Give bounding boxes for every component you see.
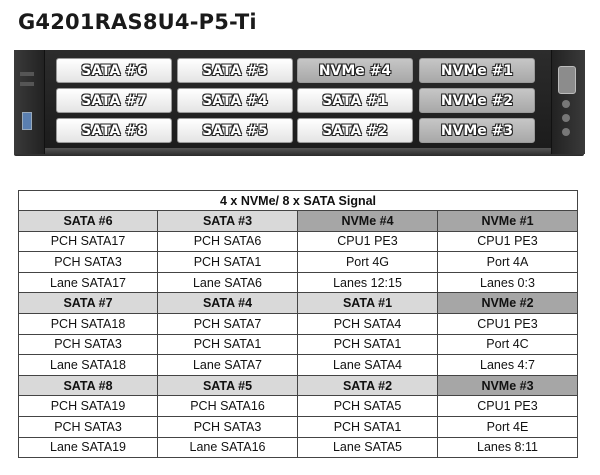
- table-cell: PCH SATA5: [298, 396, 438, 417]
- table-cell: Lanes 8:11: [438, 437, 578, 458]
- table-cell: Lanes 0:3: [438, 272, 578, 293]
- drive-bay-label: SATA #5: [202, 122, 268, 139]
- table-row: [19, 437, 578, 458]
- table-cell: PCH SATA17: [19, 231, 158, 252]
- drive-bay-label: NVMe #2: [440, 92, 514, 109]
- table-cell: PCH SATA19: [19, 396, 158, 417]
- table-cell: Port 4E: [438, 416, 578, 437]
- table-cell: PCH SATA1: [158, 252, 298, 273]
- table-row: [19, 313, 578, 334]
- status-led-icon: [562, 128, 570, 136]
- vga-port-icon: [558, 66, 576, 94]
- table-cell: PCH SATA1: [298, 334, 438, 355]
- chassis-bottom-rim: [14, 148, 584, 156]
- table-header-row: [19, 211, 578, 232]
- table-cell: Lane SATA16: [158, 437, 298, 458]
- table-cell: Lane SATA18: [19, 355, 158, 376]
- table-cell: Lanes 4:7: [438, 355, 578, 376]
- page-title: G4201RAS8U4-P5-Ti: [18, 10, 257, 34]
- column-header: SATA #2: [298, 375, 438, 396]
- drive-bay: [419, 88, 535, 113]
- table-row: [19, 416, 578, 437]
- table-cell: PCH SATA18: [19, 313, 158, 334]
- column-header: SATA #4: [158, 293, 298, 314]
- table-cell: CPU1 PE3: [438, 231, 578, 252]
- table-caption: 4 x NVMe/ 8 x SATA Signal: [19, 191, 578, 211]
- table-cell: Lane SATA4: [298, 355, 438, 376]
- column-header: SATA #5: [158, 375, 298, 396]
- drive-bay: [297, 88, 413, 113]
- table-cell: Port 4A: [438, 252, 578, 273]
- drive-bay-label: SATA #6: [81, 62, 147, 79]
- column-header: NVMe #2: [438, 293, 578, 314]
- table-cell: CPU1 PE3: [438, 396, 578, 417]
- drive-bay: [177, 118, 293, 143]
- table-row: [19, 355, 578, 376]
- drive-bay-label: SATA #8: [81, 122, 147, 139]
- column-header: NVMe #4: [298, 211, 438, 232]
- drive-bay: [56, 118, 172, 143]
- table-cell: Port 4C: [438, 334, 578, 355]
- table-cell: Lane SATA17: [19, 272, 158, 293]
- drive-bay-label: SATA #4: [202, 92, 268, 109]
- usb-port-icon: [22, 112, 32, 130]
- table-cell: PCH SATA1: [158, 334, 298, 355]
- drive-bay: [56, 58, 172, 83]
- drive-bay: [419, 58, 535, 83]
- table-cell: PCH SATA3: [19, 334, 158, 355]
- power-button-icon: [562, 100, 570, 108]
- table-cell: PCH SATA6: [158, 231, 298, 252]
- drive-bay: [297, 118, 413, 143]
- table-cell: PCH SATA4: [298, 313, 438, 334]
- table-row: [19, 334, 578, 355]
- drive-bay: [177, 58, 293, 83]
- column-header: NVMe #3: [438, 375, 578, 396]
- left-rack-ear: [14, 50, 45, 154]
- table-cell: CPU1 PE3: [298, 231, 438, 252]
- table-cell: PCH SATA3: [158, 416, 298, 437]
- table-cell: PCH SATA16: [158, 396, 298, 417]
- reset-button-icon: [562, 114, 570, 122]
- drive-bay-label: SATA #2: [322, 122, 388, 139]
- table-cell: Lane SATA7: [158, 355, 298, 376]
- drive-bay-label: SATA #3: [202, 62, 268, 79]
- table-cell: PCH SATA7: [158, 313, 298, 334]
- table-cell: Lane SATA19: [19, 437, 158, 458]
- drive-bay: [419, 118, 535, 143]
- column-header: SATA #8: [19, 375, 158, 396]
- column-header: NVMe #1: [438, 211, 578, 232]
- table-row: [19, 231, 578, 252]
- column-header: SATA #3: [158, 211, 298, 232]
- signal-table: [18, 190, 578, 458]
- table-cell: Lane SATA5: [298, 437, 438, 458]
- drive-bay-label: SATA #7: [81, 92, 147, 109]
- table-row: [19, 252, 578, 273]
- column-header: SATA #1: [298, 293, 438, 314]
- drive-bay-label: NVMe #3: [440, 122, 514, 139]
- drive-bay-label: NVMe #4: [318, 62, 392, 79]
- table-row: [19, 396, 578, 417]
- drive-bay-label: SATA #1: [322, 92, 388, 109]
- drive-bay: [297, 58, 413, 83]
- drive-bay: [177, 88, 293, 113]
- column-header: SATA #6: [19, 211, 158, 232]
- table-cell: PCH SATA1: [298, 416, 438, 437]
- table-header-row: [19, 293, 578, 314]
- column-header: SATA #7: [19, 293, 158, 314]
- table-cell: PCH SATA3: [19, 252, 158, 273]
- table-cell: Lanes 12:15: [298, 272, 438, 293]
- table-row: [19, 272, 578, 293]
- table-cell: CPU1 PE3: [438, 313, 578, 334]
- table-header-row: [19, 375, 578, 396]
- drive-bay-label: NVMe #1: [440, 62, 514, 79]
- table-cell: Lane SATA6: [158, 272, 298, 293]
- table-cell: Port 4G: [298, 252, 438, 273]
- vent-slot: [20, 72, 34, 76]
- vent-slot: [20, 82, 34, 86]
- drive-bay: [56, 88, 172, 113]
- table-cell: PCH SATA3: [19, 416, 158, 437]
